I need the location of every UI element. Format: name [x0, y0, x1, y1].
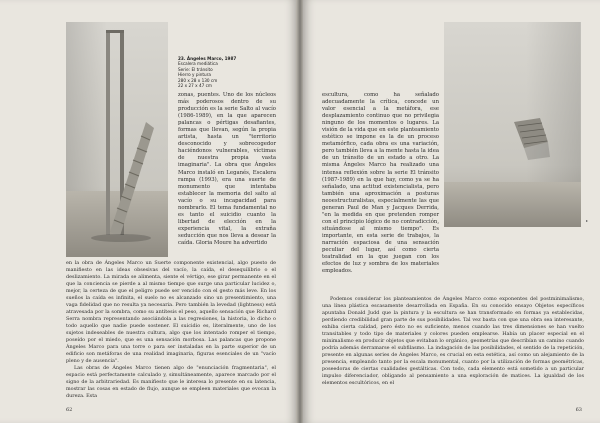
sculpture-photo-right: [444, 22, 581, 227]
page-number-left: 62: [66, 407, 73, 413]
figure-marker: ▸: [586, 218, 589, 223]
paragraph: zonas, puentes. Uno de los núcleos más poderosos dentro de su producción es la serie Salto al vacío (1986-1989), en la que aparecen palancas o pértigas desafiantes, formas que llevan, según la propia artista, hasta un "territorio desconocido y sobrecogedor haciéndonos vulnerables, víctimas de nuestra propia vasta imaginaria". La obra que Ángeles Marco instaló en Leganés, Escalera rampa (1993), era una suerte de monumento que intentaba establecer la memoria del salto al vacío o su incapacidad para nombrarlo. El tema fundamental no es tanto el suicidio cuanto la libertad de elección en la experiencia vital, la extraña seducción que nos lleva a desear la caída. Gloria Moure ha advertido: [178, 92, 276, 246]
caption-work: Escalera mediática: [178, 61, 218, 67]
paragraph: Las obras de Ángeles Marco tienen algo de "enunciación fragmentaria", el espacio está perfectamente calculado y, simultáneamente, aparece marcado por el signo de la arbitrariedad. Es manifiesto que le interesa lo presente en su latencia, mostrar las cosas en estado de flujo, aunque se empleen materiales que evocan la dureza. Esta: [66, 365, 276, 399]
paragraph: escultura, como ha señalado adecuadamente la crítica, concede un valor esencial a la metáfora, ese desplazamiento continuo que no privilegia ninguno de los momentos o lugares. La visión de la vida que en este planteamiento estético se impone es la de un proceso metamórfico, cada obra es una variación, pero también lleva a la mente hasta la idea de un tránsito de un estado a otro. La misma Ángeles Marco ha realizado una intensa reflexión sobre la serie El tránsito (1987-1989) en la que hay, como ya se ha señalado, una actitud existencialista, pero también una aproximación a posturas neoestructuralistas, especialmente las que generan Paul de Man y Jacques Derrida, "en la medida en que pretenden romper con el principio lógico de no contradicción, situándose al mismo tiempo". Es importante, en esta serie de trabajos, la narración espaciosa de una sensación peculiar del lugar, así como cierta teatralidad en la que juegan con los efectos de luz y sombra de los materiales empleados.: [322, 92, 439, 275]
right-column-text: [322, 92, 439, 275]
caption-title: 23. Ángeles Marco, 1987: [178, 56, 237, 61]
left-body-text: [66, 260, 276, 400]
sculpture-photo-left: [66, 22, 168, 257]
paragraph: en la obra de Ángeles Marco un Suerte componente existencial, algo puesto de manifiesto en las ideas obsesivas del vacío, la caída, el desequilibrio o el deslizamiento. La mirada se alimenta, siente el vértigo, ese girar permanente en el que la conciencia se pierde a al mismo tiempo que surge una particular lucidez o, mejor, la certeza de que el peligro puede ser vencido con el gesto más leve. En los sueños la caída es infinita, el suelo no es alcanzado sino un presentimiento, una vaga fidelidad que no resulta ya necesaria. Pero también la levedad (lightness) está atravesada por la sombra, como su antítesis el peso, aquello sensación que Richard Serra nombra representando asociándola a las regresiones, la historia, lo dicho o todo aquello que nadie puede sostener. El suicidio es, literalmente, uno de los sujetos indeseables de nuestra cultura, algo que los intentado romper el tiempo, poseído por el miedo, que es una sensación morbosa. Las palancas que propone Ángeles Marco para una torre o para ser instaladas en la parte superior de un edificio son metáforas de una realidad imaginaria, figuras esenciales de un "vacío pleno y de ausencia".: [66, 260, 276, 364]
page-number-right: 63: [575, 407, 582, 413]
caption-medium: Hierro y pintura: [178, 72, 211, 78]
caption-series: Serie: El tránsito: [178, 66, 213, 72]
ladder-sculpture-illustration: [66, 22, 168, 257]
wall-stair-illustration: [444, 22, 581, 227]
right-page: [303, 0, 600, 423]
figure-caption: [178, 56, 278, 88]
left-page: [0, 0, 297, 423]
left-column-text: [178, 92, 276, 247]
caption-dims-1: 280 x 28 x 130 cm: [178, 77, 218, 83]
right-body-text: [322, 296, 584, 387]
paragraph: Podemos considerar los planteamientos de Ángeles Marco como exponentes del postminimalismo, una línea plástica escasamente desarrollada en España. En su conocido ensayo Objetos específicos apuntaba Donald Judd que la pintura y la escultura se han transformado en formas ya establecidas, perdiendo credibilidad gran parte de sus posibilidades. Tal vez basta con que una obra sea interesante, exhiba cierta calidad, pero ésto no es suficiente, menos cuando las tres dimensiones se han vuelto transitables y todo tipo de materiales y colores pueden emplearse. Había un placer especial en el minimalismo en producir objetos que evitaban lo orgánico, geometrías que describían un camino cuando podría además derramarse el subfilasmo. La indagación de las posibilidades, el sentido de la repetición, presente en algunas series de Ángeles Marco, es crucial en esta estética, así como un alejamiento de la presencia, empleando tanto por la escala monumental, cuanto por la utilización de formas geométricas, poseedoras de ciertas cualidades gestálticas. Con todo, cada elemento está sometido a un particular impulso diferenciador, obligando al pensamiento a una exploración de matices. La igualdad de los elementos escultóricos, en el: [322, 296, 584, 386]
caption-dims-2: 22 x 27 x 47 cm: [178, 83, 212, 89]
